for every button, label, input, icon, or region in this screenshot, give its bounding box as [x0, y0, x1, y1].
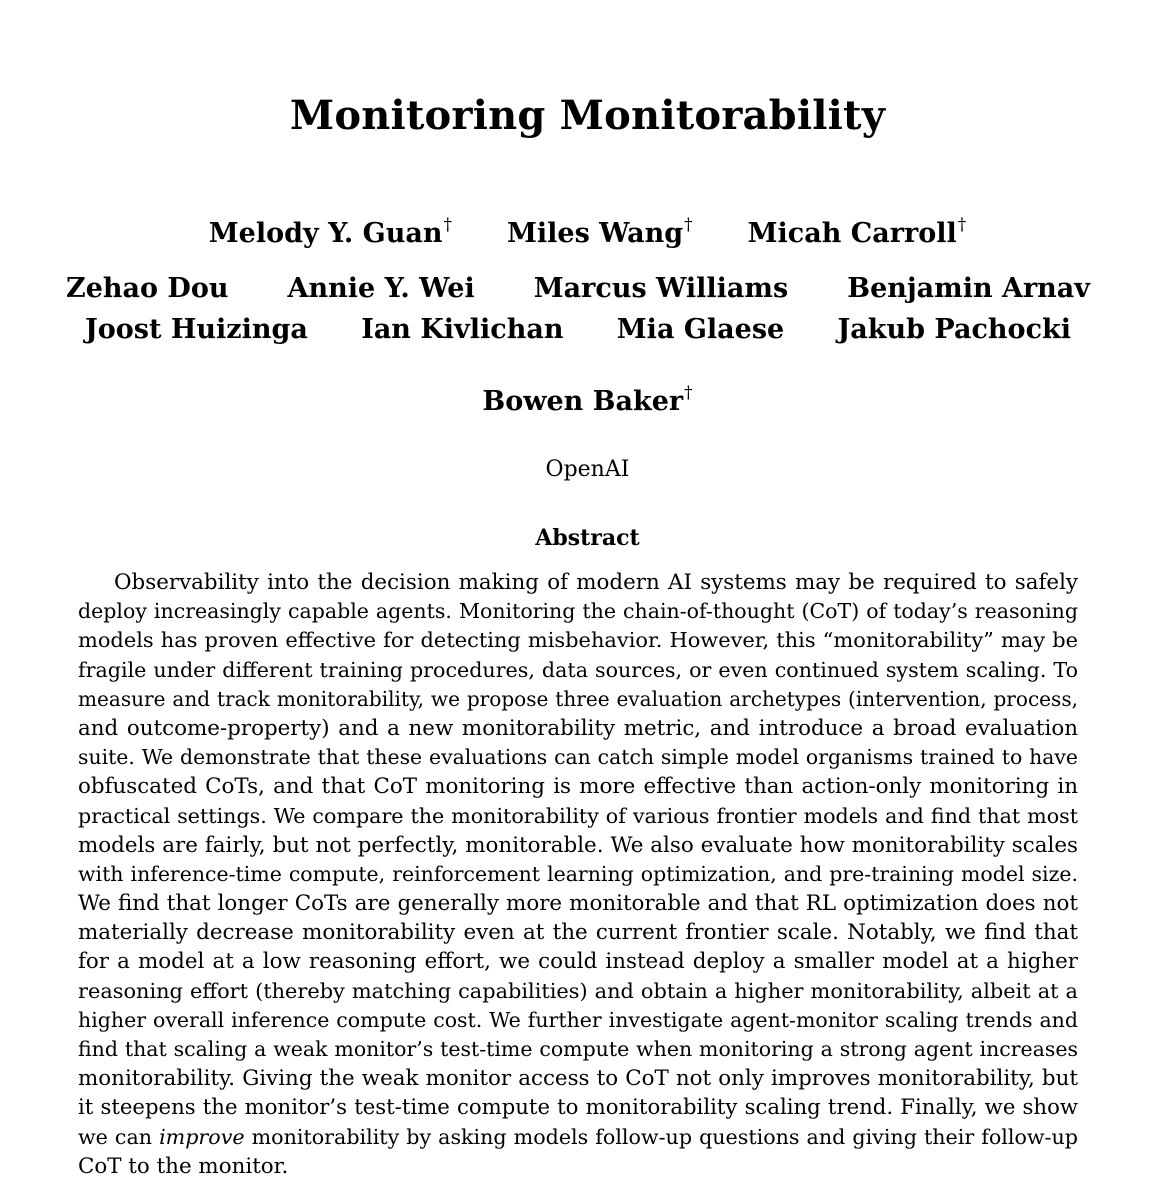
author-name: Benjamin Arnav [847, 273, 1090, 304]
author-name: Jakub Pachocki [837, 314, 1071, 345]
abstract-line-text: monitorability by asking models follow-up questions and giving their follow-up [244, 1124, 1078, 1149]
author-name: Micah Carroll [747, 218, 957, 249]
abstract-line [78, 1123, 1078, 1152]
author-name: Zehao Dou [66, 273, 229, 304]
abstract-line: higher overall inference compute cost. We further investigate agent-monitor scaling trends and [78, 1007, 1078, 1032]
abstract-line: fragile under different training procedures, data sources, or even continued system scaling. To [78, 657, 1078, 682]
abstract-line: monitorability. Giving the weak monitor access to CoT not only improves monitorability, but [78, 1066, 1078, 1092]
abstract-line: suite. We demonstrate that these evaluations can catch simple model organisms trained to have [78, 745, 1078, 770]
author [482, 375, 692, 420]
author-name: Marcus Williams [533, 273, 789, 304]
equal-contribution-mark: † [684, 383, 693, 403]
abstract-line: deploy increasingly capable agents. Monitoring the chain-of-thought (CoT) of today’s reasoning [78, 599, 1078, 624]
equal-contribution-mark: † [957, 215, 967, 235]
abstract-body [78, 568, 1078, 1181]
abstract-line: it steepens the monitor’s test-time compute to monitorability scaling trend. Finally, we show [78, 1095, 1078, 1121]
author-name: Joost Huizinga [85, 314, 308, 345]
abstract-line: obfuscated CoTs, and that CoT monitoring is more effective than action-only monitoring in [78, 774, 1078, 800]
author-name: Mia Glaese [616, 314, 785, 345]
abstract-line: materially decrease monitorability even at the current frontier scale. Notably, we find that [78, 920, 1078, 946]
author-name: Ian Kivlichan [361, 314, 564, 345]
author-name: Annie Y. Wei [287, 273, 475, 304]
author [209, 207, 452, 252]
abstract-line: CoT to the monitor. [78, 1153, 289, 1179]
equal-contribution-mark: † [684, 215, 693, 235]
author-name: Melody Y. Guan [208, 218, 443, 249]
author-row-1 [0, 207, 1175, 252]
abstract-line: reasoning effort (thereby matching capabilities) and obtain a higher monitorability, albeit at a [78, 978, 1078, 1003]
author-name: Miles Wang [506, 218, 684, 249]
author-row-4 [0, 375, 1175, 420]
equal-contribution-mark: † [443, 215, 452, 235]
abstract-line: We find that longer CoTs are generally more monitorable and that RL optimization does not [78, 891, 1078, 917]
abstract-line: and outcome-property) and a new monitorability metric, and introduce a broad evaluation [78, 715, 1078, 741]
affiliation: OpenAI [545, 457, 630, 482]
abstract-line: practical settings. We compare the monitorability of various frontier models and find that most [78, 803, 1078, 828]
abstract-line: find that scaling a weak monitor’s test-time compute when monitoring a strong agent increases [78, 1037, 1078, 1061]
abstract-line: measure and track monitorability, we propose three evaluation archetypes (intervention, process, [78, 686, 1078, 711]
emphasized-word: improve [159, 1124, 245, 1149]
abstract-line-text: we can [78, 1124, 160, 1149]
author-row-2 [66, 271, 1090, 307]
author [507, 207, 693, 252]
abstract-heading: Abstract [535, 525, 640, 551]
abstract-line: models has proven effective for detecting misbehavior. However, this “monitorability” may be [78, 628, 1078, 653]
paper-title: Monitoring Monitorability [289, 92, 886, 139]
author-row-3 [85, 312, 1071, 348]
abstract-line: for a model at a low reasoning effort, we could instead deploy a smaller model at a higher [78, 949, 1078, 975]
abstract-line: with inference-time compute, reinforcement learning optimization, and pre-training model size. [78, 861, 1078, 886]
abstract-line: Observability into the decision making of modern AI systems may be required to safely [114, 570, 1078, 595]
author-name: Bowen Baker [482, 386, 684, 417]
author [748, 207, 967, 252]
abstract-line: models are fairly, but not perfectly, monitorable. We also evaluate how monitorability scales [78, 832, 1078, 858]
